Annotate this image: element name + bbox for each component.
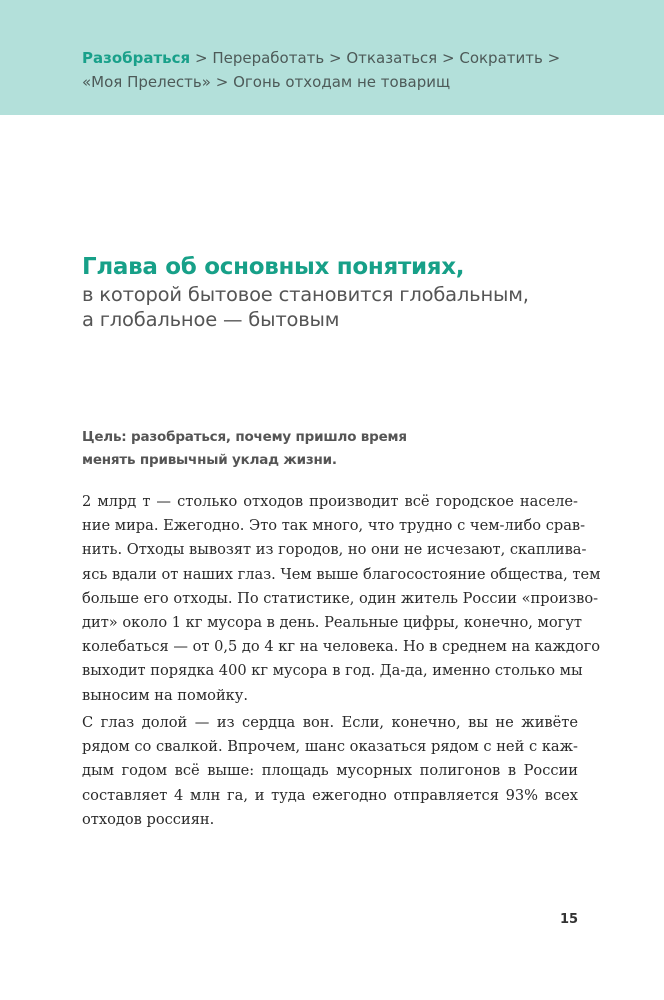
text-line: колебаться — от 0,5 до 4 кг на человека. Но в среднем на каждого xyxy=(82,638,601,656)
header-band xyxy=(0,0,664,115)
breadcrumb-item: Переработать xyxy=(212,49,325,67)
text-line: нить. Отходы вывозят из городов, но они не исчезают, скаплива- xyxy=(82,541,587,559)
text-line: выходит порядка 400 кг мусора в год. Да-да, именно столько мы xyxy=(82,662,583,680)
breadcrumb-separator: > xyxy=(547,49,561,67)
body-paragraph-2 xyxy=(82,711,578,832)
chapter-heading xyxy=(82,252,529,332)
body-paragraph-1 xyxy=(82,490,601,708)
page-number: 15 xyxy=(560,912,579,927)
chapter-goal xyxy=(82,426,407,472)
text-line: С глаз долой — из сердца вон. Если, конечно, вы не живёте xyxy=(82,714,578,731)
breadcrumb-separator: > xyxy=(441,49,455,67)
goal-line: менять привычный уклад жизни. xyxy=(82,452,337,468)
text-line: 2 млрд т — столько отходов производит всё городское населе- xyxy=(82,493,578,510)
breadcrumb-item: Сократить xyxy=(459,49,543,67)
goal-line: Цель: разобраться, почему пришло время xyxy=(82,429,407,445)
text-line: выносим на помойку. xyxy=(82,686,249,704)
text-line: составляет 4 млн га, и туда ежегодно отправляется 93% всех xyxy=(82,786,578,804)
text-line: дит» около 1 кг мусора в день. Реальные цифры, конечно, могут xyxy=(82,613,582,631)
breadcrumb-item-current: Разобраться xyxy=(82,49,191,67)
breadcrumb-separator: > xyxy=(194,49,208,67)
text-line: ясь вдали от наших глаз. Чем выше благосостояние общества, тем xyxy=(82,565,601,583)
text-line: дым годом всё выше: площадь мусорных полигонов в России xyxy=(82,762,578,780)
text-line: отходов россиян. xyxy=(82,810,215,828)
breadcrumb-item: Огонь отходам не товарищ xyxy=(233,73,451,91)
chapter-title: Глава об основных понятиях, xyxy=(82,254,465,280)
text-line: больше его отходы. По статистике, один житель России «произво- xyxy=(82,589,599,607)
chapter-subtitle-line: в которой бытовое становится глобальным, xyxy=(82,283,529,306)
chapter-subtitle-line: а глобальное — бытовым xyxy=(82,308,340,331)
breadcrumb-separator: > xyxy=(215,73,229,91)
breadcrumb-item: «Моя Прелесть» xyxy=(82,73,211,91)
breadcrumb-separator: > xyxy=(329,49,342,67)
text-line: ние мира. Ежегодно. Это так много, что трудно с чем-либо срав- xyxy=(82,517,586,535)
breadcrumb xyxy=(82,46,562,94)
text-line: рядом со свалкой. Впрочем, шанс оказаться рядом с ней с каж- xyxy=(82,738,578,756)
breadcrumb-item: Отказаться xyxy=(346,49,438,67)
